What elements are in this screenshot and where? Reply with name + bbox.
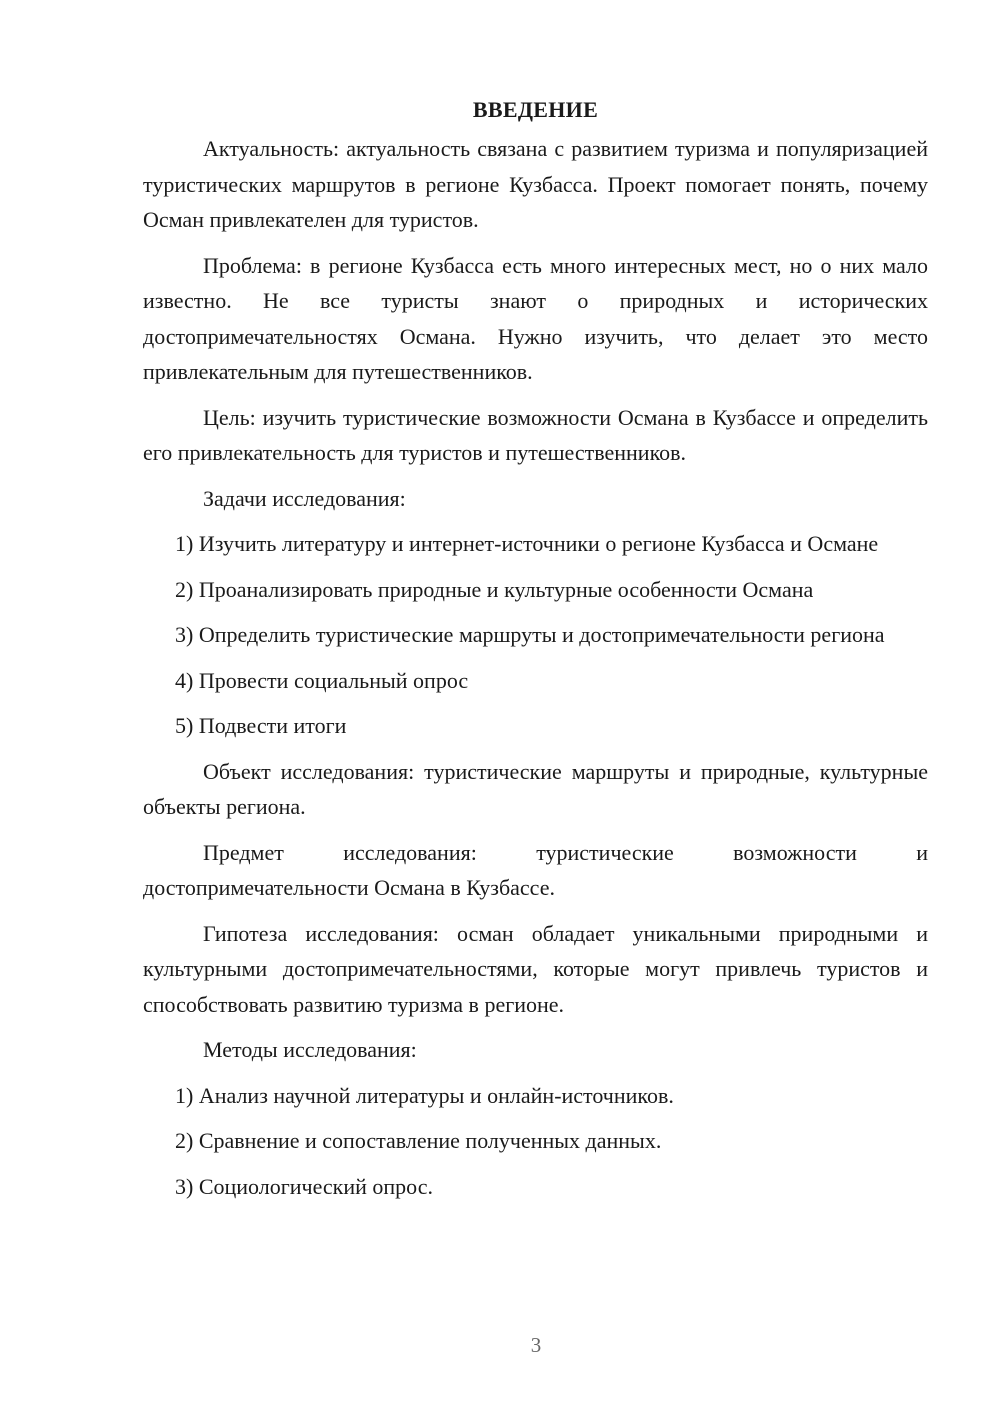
method-item-3: 3) Социологический опрос. [175,1173,433,1199]
method-item-1: 1) Анализ научной литературы и онлайн-источников. [175,1082,674,1108]
task-item-3: 3) Определить туристические маршруты и достопримечательности региона [175,622,885,647]
problem-paragraph: Проблема: в регионе Кузбасса есть много интересных мест, но о них мало известно. Не все туристы знают о природных и исторических достопримечательностях Османа. Нужно изучить, что делает это место привлекательным для путешественников. [143,252,928,384]
relevance-paragraph: Актуальность: актуальность связана с развитием туризма и популяризацией туристических маршрутов в регионе Кузбасса. Проект помогает понять, почему Осман привлекателен для туристов. [143,136,928,232]
task-item-1: 1) Изучить литературу и интернет-источники о регионе Кузбасса и Османе [175,531,879,556]
page-title: ВВЕДЕНИЕ [472,97,599,122]
hypothesis-paragraph: Гипотеза исследования: осман обладает уникальными природными и культурными достопримечательностями, которые могут привлечь туристов и способствовать развитию туризма в регионе. [143,920,928,1017]
document-page [143,95,928,1214]
methods-heading: Методы исследования: [203,1037,417,1062]
method-item-2: 2) Сравнение и сопоставление полученных данных. [175,1128,662,1153]
task-item-5: 5) Подвести итоги [175,713,347,738]
task-item-4: 4) Провести социальный опрос [175,667,469,693]
subject-paragraph: Предмет исследования: туристические возможности и достопримечательности Османа в Кузбассе. [143,839,928,900]
page-number: 3 [530,1333,542,1357]
object-paragraph: Объект исследования: туристические маршруты и природные, культурные объекты региона. [143,758,928,819]
task-item-2: 2) Проанализировать природные и культурные особенности Османа [175,576,814,602]
tasks-heading: Задачи исследования: [203,485,406,511]
goal-paragraph: Цель: изучить туристические возможности Османа в Кузбассе и определить его привлекательность для туристов и путешественников. [143,404,928,465]
